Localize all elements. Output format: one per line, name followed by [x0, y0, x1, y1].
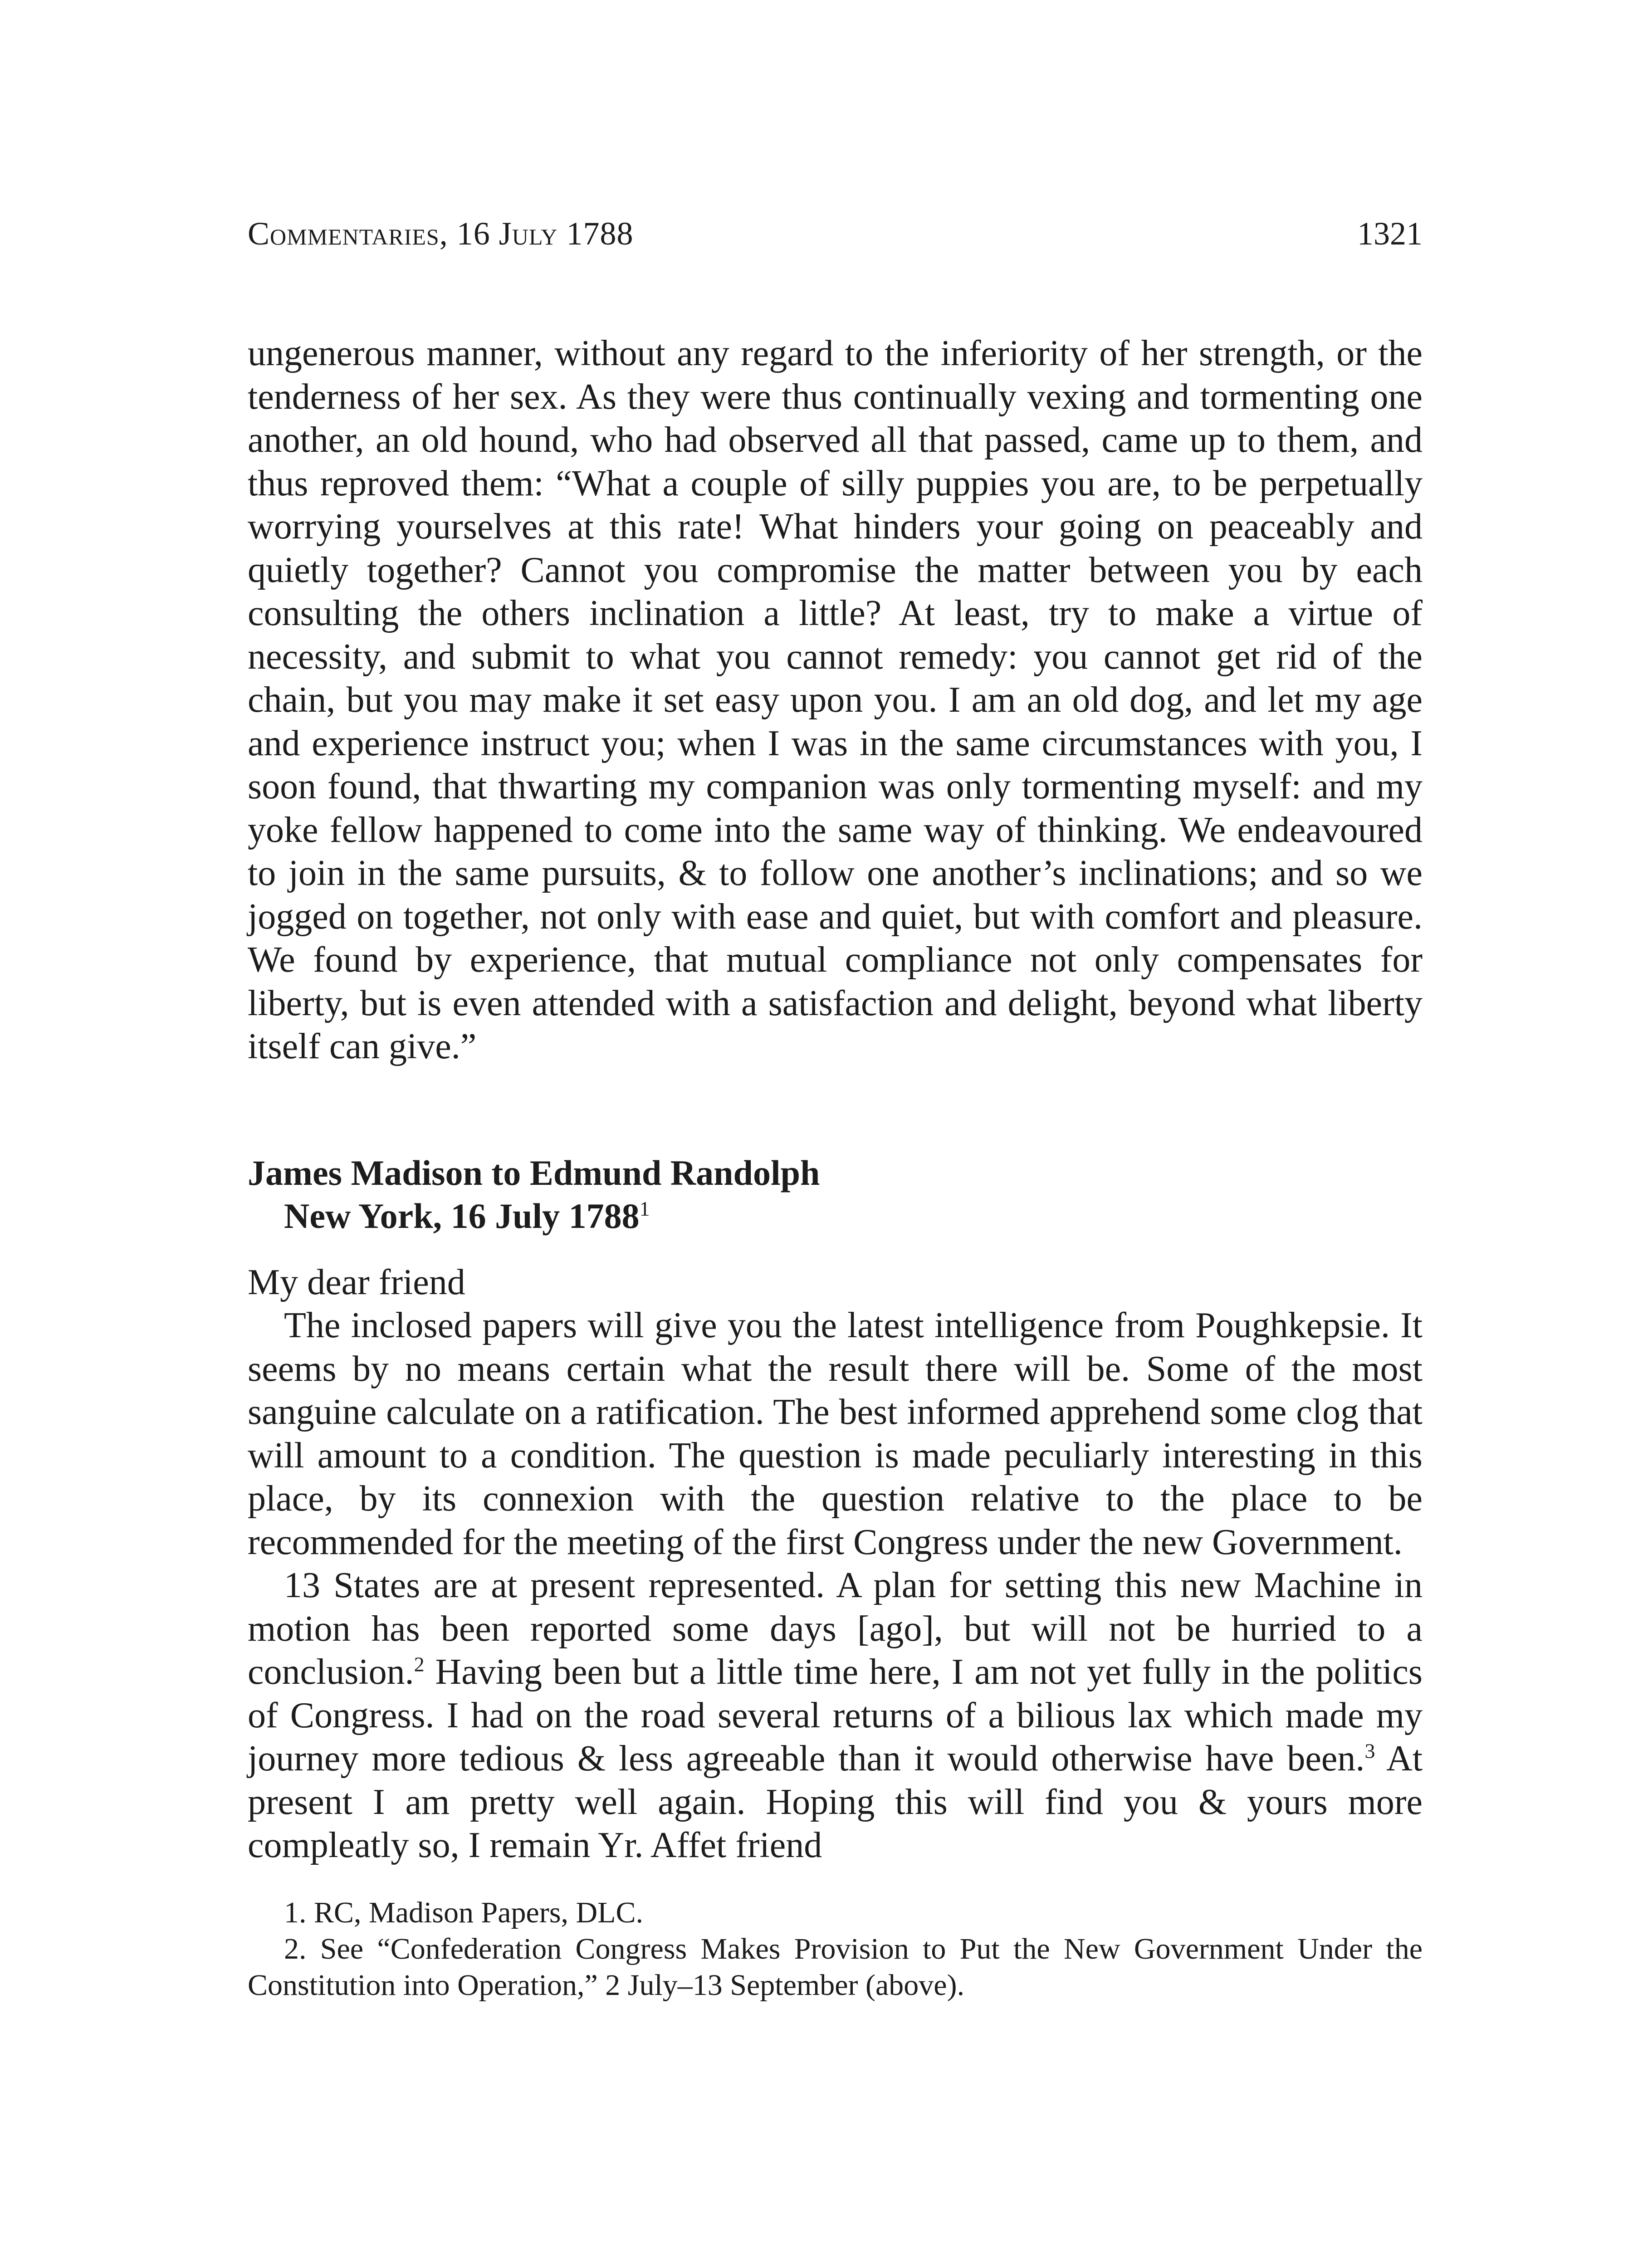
footnote-2: 2. See “Confederation Congress Makes Provision to Put the New Government Under the Constitution into Operation,” 2 July–13 September (above).: [248, 1932, 1423, 2002]
letter-salutation: My dear friend: [248, 1262, 465, 1302]
footnote-ref-2: 2: [414, 1652, 425, 1676]
letter-paragraph-2-part-2: Having been but a little time here, I am not yet fully in the politics of Congress. I had on the road several returns of a bilious lax which made my journey more tedious & less agreeable than it would otherwise have been.: [248, 1652, 1423, 1779]
running-head: [248, 213, 1423, 254]
letter-dateline-text: New York, 16 July 1788: [284, 1196, 640, 1236]
footnotes: [248, 1895, 1423, 2004]
fable-section: [248, 332, 1423, 1069]
letter-heading-title: James Madison to Edmund Randolph: [248, 1153, 820, 1193]
page-number: 1321: [1357, 215, 1423, 252]
letter-paragraph-2-part-1: 13 States are at present represented. A plan for setting this new Machine in motion has been reported some days [ago], but will not be hurried to a conclusion.: [248, 1565, 1423, 1692]
footnote-ref-3: 3: [1364, 1739, 1375, 1763]
running-head-title: Commentaries, 16 July 1788: [248, 215, 634, 252]
letter-paragraph-2: [248, 1564, 1423, 1867]
document-page: [248, 213, 1423, 2004]
letter-paragraph-1: The inclosed papers will give you the latest intelligence from Poughkepsie. It seems by no means certain what the result there will be. Some of the most sanguine calculate on a ratification. The best informed apprehend some clog that will amount to a condition. The question is made peculiarly interesting in this place, by its connexion with the question relative to the place to be recommended for the meeting of the first Congress under the new Government.: [248, 1305, 1423, 1562]
letter-paragraph-2-part-3: At present I am pretty well again. Hoping this will find you & yours more compleatly so, I remain Yr. Affet friend: [248, 1739, 1423, 1865]
letter-heading-dateline: [248, 1194, 1423, 1237]
footnote-ref-1: 1: [639, 1197, 650, 1220]
footnote-1: 1. RC, Madison Papers, DLC.: [284, 1896, 643, 1929]
letter-body: [248, 1261, 1423, 1867]
letter-heading: [248, 1151, 1423, 1237]
fable-paragraph: ungenerous manner, without any regard to the inferiority of her strength, or the tenderness of her sex. As they were thus continually vexing and tormenting one another, an old hound, who had observed all that passed, came up to them, and thus reproved them: “What a couple of silly puppies you are, to be perpetually worrying yourselves at this rate! What hinders your going on peaceably and quietly together? Cannot you compromise the matter between you by each consulting the others inclination a little? At least, try to make a virtue of necessity, and submit to what you cannot remedy: you cannot get rid of the chain, but you may make it set easy upon you. I am an old dog, and let my age and experience instruct you; when I was in the same circumstances with you, I soon found, that thwarting my companion was only tormenting myself: and my yoke fellow happened to come into the same way of thinking. We endeavoured to join in the same pursuits, & to follow one another’s inclinations; and so we jogged on together, not only with ease and quiet, but with comfort and pleasure. We found by experience, that mutual compliance not only compensates for liberty, but is even attended with a satisfaction and delight, beyond what liberty itself can give.”: [248, 333, 1423, 1066]
